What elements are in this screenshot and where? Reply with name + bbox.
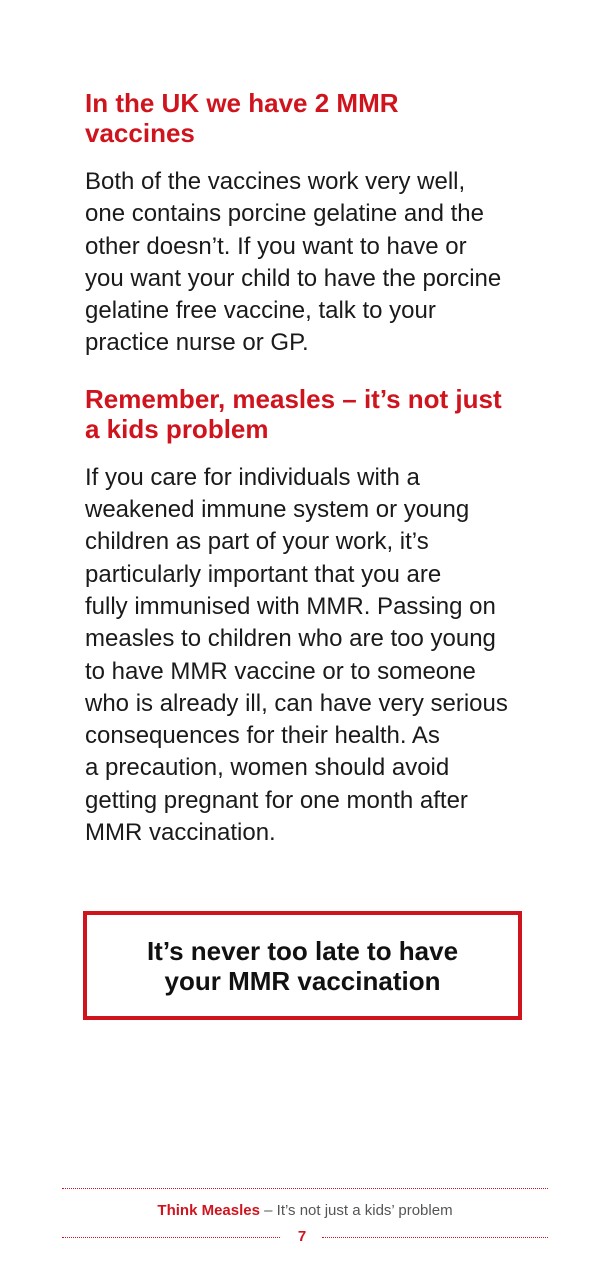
callout-box (83, 911, 522, 1020)
main-content (85, 88, 535, 849)
section-heading-mmr-vaccines: In the UK we have 2 MMR vaccines (85, 88, 399, 148)
footer-tagline-text: – It’s not just a kids’ problem (259, 1202, 453, 1219)
footer-divider-top (62, 1188, 548, 1189)
callout-text: It’s never too late to have your MMR vaccination (146, 935, 459, 996)
page-number: 7 (297, 1228, 307, 1245)
section-body-not-just-kids: If you care for individuals with a weakened immune system or young children as part of your work, it’s particularly important that you are fully immunised with MMR. Passing on measles to children who are too young to have MMR vaccine or to someone who is already ill, can have very serious consequences for their health. As a precaution, women should avoid getting pregnant for one month after MMR vaccination. (85, 463, 508, 847)
footer-tagline (62, 1201, 548, 1221)
section-body-mmr-vaccines: Both of the vaccines work very well, one contains porcine gelatine and the other doesn’t. If you want to have or you want your child to have the porcine gelatine free vaccine, talk to your practice nurse or GP. (85, 168, 502, 357)
footer-page-row (62, 1226, 548, 1248)
footer-divider-left (62, 1237, 280, 1238)
footer-divider-right (322, 1237, 548, 1238)
footer-brand: Think Measles (157, 1202, 260, 1219)
section-heading-not-just-kids: Remember, measles – it’s not just a kids problem (85, 383, 502, 444)
